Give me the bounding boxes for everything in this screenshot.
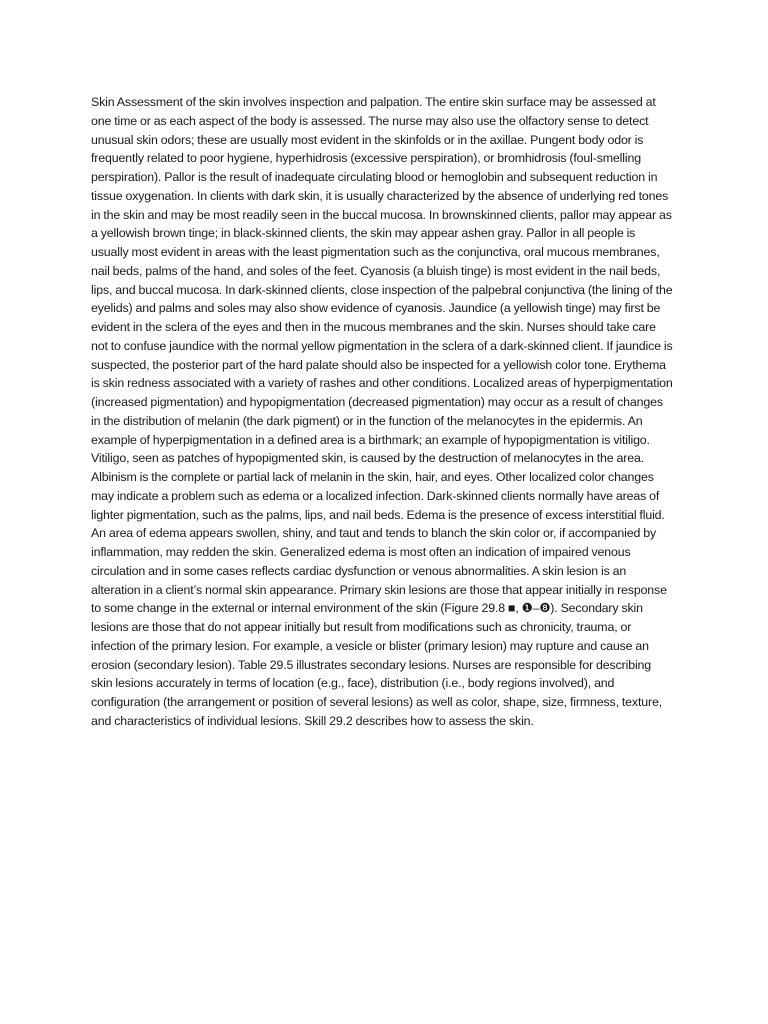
body-paragraph: Skin Assessment of the skin involves inspection and palpation. The entire skin surface may be assessed at one time or as each aspect of the body is assessed. The nurse may also use the olfactory sense to detect unusual skin odors; these are usually most evident in the skinfolds or in the axillae. Pungent body odor is frequently related to poor hygiene, hyperhidrosis (excessive perspiration), or bromhidrosis (foul-smelling perspiration). Pallor is the result of inadequate circulating blood or hemoglobin and subsequent reduction in tissue oxygenation. In clients with dark skin, it is usually characterized by the absence of underlying red tones in the skin and may be most readily seen in the buccal mucosa. In brownskinned clients, pallor may appear as a yellowish brown tinge; in black-skinned clients, the skin may appear ashen gray. Pallor in all people is usually most evident in areas with the least pigmentation such as the conjunctiva, oral mucous membranes, nail beds, palms of the hand, and soles of the feet. Cyanosis (a bluish tinge) is most evident in the nail beds, lips, and buccal mucosa. In dark-skinned clients, close inspection of the palpebral conjunctiva (the lining of the eyelids) and palms and soles may also show evidence of cyanosis. Jaundice (a yellowish tinge) may first be evident in the sclera of the eyes and then in the mucous membranes and the skin. Nurses should take care not to confuse jaundice with the normal yellow pigmentation in the sclera of a dark-skinned client. If jaundice is suspected, the posterior part of the hard palate should also be inspected for a yellowish color tone. Erythema is skin redness associated with a variety of rashes and other conditions. Localized areas of hyperpigmentation (increased pigmentation) and hypopigmentation (decreased pigmentation) may occur as a result of changes in the distribution of melanin (the dark pigment) or in the function of the melanocytes in the epidermis. An example of hyperpigmentation in a defined area is a birthmark; an example of hypopigmentation is vitiligo. Vitiligo, seen as patches of hypopigmented skin, is caused by the destruction of melanocytes in the area. Albinism is the complete or partial lack of melanin in the skin, hair, and eyes. Other localized color changes may indicate a problem such as edema or a localized infection. Dark-skinned clients normally have areas of lighter pigmentation, such as the palms, lips, and nail beds. Edema is the presence of excess interstitial fluid. An area of edema appears swollen, shiny, and taut and tends to blanch the skin color or, if accompanied by inflammation, may redden the skin. Generalized edema is most often an indication of impaired venous circulation and in some cases reflects cardiac dysfunction or venous abnormalities. A skin lesion is an alteration in a client’s normal skin appearance. Primary skin lesions are those that appear initially in response to some change in the external or internal environment of the skin (Figure 29.8 ■, ❶–❽). Secondary skin lesions are those that do not appear initially but result from modifications such as chronicity, trauma, or infection of the primary lesion. For example, a vesicle or blister (primary lesion) may rupture and cause an erosion (secondary lesion). Table 29.5 illustrates secondary lesions. Nurses are responsible for describing skin lesions accurately in terms of location (e.g., face), distribution (i.e., body regions involved), and configuration (the arrangement or position of several lesions) as well as color, shape, size, firmness, texture, and characteristics of individual lesions. Skill 29.2 describes how to assess the skin. [91,95,673,728]
